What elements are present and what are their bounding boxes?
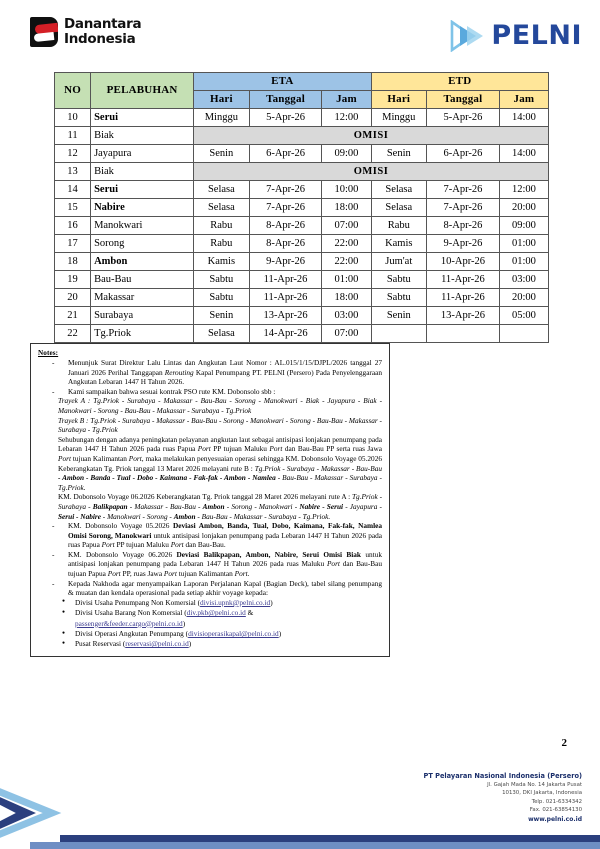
col-header-eta-jam: Jam [322, 91, 371, 109]
cell-etd-tanggal: 8-Apr-26 [427, 217, 500, 235]
cell-eta-tanggal: 9-Apr-26 [249, 253, 322, 271]
rute-a-part-11: - Bau-Bau - Makassar - Surabaya - Tg.Priok. [195, 511, 331, 521]
rute-b-part-1: Tg.Priok - Surabaya - Makassar - Bau-Bau [254, 463, 382, 473]
cell-eta-hari: Rabu [194, 235, 250, 253]
danantara-logo [30, 17, 141, 47]
table-row [55, 217, 549, 235]
footer-fax: Fax. 021-63854130 [529, 807, 582, 814]
cell-etd-jam: 05:00 [499, 307, 548, 325]
cell-etd-hari: Kamis [371, 235, 427, 253]
page-number: 2 [561, 737, 567, 749]
rute-b-part-2: - Ambon - Banda - Tual - Dobo - Kaimana - Fak-fak - Ambon - Namlea [58, 473, 276, 483]
cell-no: 11 [55, 127, 91, 145]
cell-no: 18 [55, 253, 91, 271]
cell-eta-hari: Selasa [194, 199, 250, 217]
footer-company-name: PT Pelayaran Nasional Indonesia (Persero) [423, 772, 582, 780]
voy6-lead: KM. Dobonsolo Voyage 06.2026 Keberangkatan Tg. Priok tanggal 28 Maret 2026 melayani rute A : [58, 492, 352, 502]
cell-no: 17 [55, 235, 91, 253]
rute-a-part-7: - Jayapura - [343, 501, 382, 511]
division-upnk-tail: ) [270, 597, 273, 607]
cell-no: 21 [55, 307, 91, 325]
cell-eta-tanggal: 8-Apr-26 [249, 235, 322, 253]
table-row [55, 235, 549, 253]
cell-eta-tanggal: 14-Apr-26 [249, 325, 322, 343]
cell-no: 12 [55, 145, 91, 163]
note-2-text: Kami sampaikan bahwa sesuai kontrak PSO rute KM. Dobonsolo sbb : [68, 386, 276, 396]
schedule-table-container [54, 72, 549, 343]
schedule-table [54, 72, 549, 343]
cell-no: 20 [55, 289, 91, 307]
table-row [55, 145, 549, 163]
division-operasi-email[interactable]: divisioperasikapal@pelni.co.id [188, 629, 279, 639]
division-operasi [62, 629, 382, 639]
cell-eta-tanggal: 7-Apr-26 [249, 199, 322, 217]
cell-etd-jam [499, 325, 548, 343]
note-1-text-a: Menunjuk Surat Direktur Lalu Lintas dan Angkutan Laut Nomor : AL.015/1/15/DJPL/2026 tanggal 27 Januari 2026 Perihal Tanggapan [68, 358, 382, 377]
note-4-text-d: PP, ruas Jawa [120, 569, 164, 579]
cell-eta-tanggal: 5-Apr-26 [249, 109, 322, 127]
table-row [55, 325, 549, 343]
cell-etd-jam: 14:00 [499, 109, 548, 127]
note-4-text-f: . [247, 569, 250, 579]
note-4-text-e: tujuan Kalimantan [176, 569, 235, 579]
schedule-table-body [55, 109, 549, 343]
cell-eta-tanggal: 11-Apr-26 [249, 289, 322, 307]
note-item-2 [48, 387, 382, 397]
cell-pelabuhan: Serui [91, 109, 194, 127]
note-item-1 [48, 358, 382, 387]
cell-eta-hari: Selasa [194, 325, 250, 343]
footer-address-line-2: 10130, DKI Jakarta, Indonesia [502, 790, 582, 797]
col-header-etd-jam: Jam [499, 91, 548, 109]
cell-pelabuhan: Biak [91, 163, 194, 181]
rute-a-part-6: Nabire - Serui [299, 501, 344, 511]
para-seg-2: PP tujuan Maluku [210, 444, 270, 454]
notes-list [38, 358, 382, 396]
cell-eta-jam: 12:00 [322, 109, 371, 127]
cell-etd-tanggal: 11-Apr-26 [427, 289, 500, 307]
col-header-etd-tanggal: Tanggal [427, 91, 500, 109]
cell-etd-hari: Sabtu [371, 271, 427, 289]
cell-eta-jam: 18:00 [322, 289, 371, 307]
division-pkb [62, 608, 382, 629]
note-4-bold: Deviasi Balikpapan, Ambon, Nabire, Serui Omisi Biak [176, 549, 361, 559]
cell-etd-tanggal: 9-Apr-26 [427, 235, 500, 253]
cell-eta-jam: 18:00 [322, 199, 371, 217]
cell-eta-hari: Senin [194, 307, 250, 325]
para-port-2: Port [269, 444, 283, 454]
cell-etd-jam: 12:00 [499, 181, 548, 199]
col-header-eta-tanggal: Tanggal [249, 91, 322, 109]
col-header-no: NO [55, 73, 91, 109]
cell-no: 10 [55, 109, 91, 127]
paragraph-penyesuaian [38, 435, 382, 493]
note-item-4 [48, 550, 382, 579]
paragraph-voyage-06 [38, 492, 382, 521]
cell-pelabuhan: Manokwari [91, 217, 194, 235]
danantara-flag-icon [30, 17, 58, 47]
cell-etd-tanggal: 6-Apr-26 [427, 145, 500, 163]
note-item-3 [48, 521, 382, 550]
division-pkb-label: Divisi Usaha Barang Non Komersial ( [75, 608, 187, 618]
col-header-etd-hari: Hari [371, 91, 427, 109]
cell-eta-hari: Kamis [194, 253, 250, 271]
cell-eta-hari: Minggu [194, 109, 250, 127]
cell-etd-hari: Sabtu [371, 289, 427, 307]
cell-eta-hari: Sabtu [194, 271, 250, 289]
para-port-1: Port [197, 444, 211, 454]
table-row [55, 127, 549, 145]
cell-pelabuhan: Surabaya [91, 307, 194, 325]
cell-eta-jam: 22:00 [322, 235, 371, 253]
division-upnk [62, 598, 382, 608]
cell-etd-jam: 01:00 [499, 235, 548, 253]
note-3-port-2: Port [170, 540, 184, 550]
para-seg-4: tujuan Kalimantan [70, 453, 129, 463]
note-4-port-3: Port [163, 569, 177, 579]
cell-etd-tanggal: 10-Apr-26 [427, 253, 500, 271]
para-seg-5: , maka melakukan penyesuaian operasi sehingga KM. Dobonsolo Voyage 05.2026 Keberangkatan Tg. Priok tanggal 13 Maret 2026 melayani rute B : [58, 453, 382, 473]
cell-pelabuhan: Jayapura [91, 145, 194, 163]
cell-etd-jam: 20:00 [499, 199, 548, 217]
table-row [55, 253, 549, 271]
cell-pelabuhan: Makassar [91, 289, 194, 307]
cell-etd-hari: Selasa [371, 181, 427, 199]
cell-eta-jam: 07:00 [322, 217, 371, 235]
cell-eta-jam: 03:00 [322, 307, 371, 325]
table-row [55, 109, 549, 127]
para-seg-3: dan Bau-Bau PP serta ruas Jawa [282, 444, 382, 454]
cell-eta-jam: 07:00 [322, 325, 371, 343]
rute-a-part-1: Tg.Priok - Surabaya - [58, 492, 382, 511]
note-3-bold: Deviasi Ambon, Banda, Tual, Dobo, Kaimana, Fak-fak, Namlea Omisi Sorong, Manokwari [68, 521, 382, 540]
cell-etd-hari: Jum'at [371, 253, 427, 271]
cell-eta-tanggal: 7-Apr-26 [249, 181, 322, 199]
cell-etd-hari: Minggu [371, 109, 427, 127]
cell-omisi: OMISI [194, 127, 549, 145]
division-upnk-email[interactable]: divisi.upnk@pelni.co.id [200, 597, 271, 607]
col-header-etd: ETD [371, 73, 549, 91]
table-row [55, 289, 549, 307]
cell-etd-hari [371, 325, 427, 343]
note-4-port-4: Port [234, 569, 248, 579]
cell-etd-jam: 01:00 [499, 253, 548, 271]
header-row-group [55, 73, 549, 91]
note-4-port-2: Port [107, 569, 121, 579]
cell-no: 19 [55, 271, 91, 289]
footer-website[interactable]: www.pelni.co.id [528, 815, 582, 823]
rute-b-part-3: - Bau-Bau - Makassar - Surabaya - Tg.Priok. [58, 473, 382, 492]
cell-etd-tanggal [427, 325, 500, 343]
cell-etd-hari: Rabu [371, 217, 427, 235]
division-operasi-tail: ) [278, 629, 282, 639]
cell-etd-jam: 03:00 [499, 271, 548, 289]
cell-eta-tanggal: 11-Apr-26 [249, 271, 322, 289]
division-pkb-email[interactable]: div.pkb@pelni.co.id [186, 608, 246, 618]
cell-pelabuhan: Biak [91, 127, 194, 145]
table-row [55, 199, 549, 217]
table-row [55, 181, 549, 199]
rute-a-part-5: - Sorong - Manokwari - [224, 501, 300, 511]
danantara-line-1: Danantara [64, 16, 142, 32]
rute-a-part-4: Ambon [202, 501, 225, 511]
trayek-a-line: Trayek A : Tg.Priok - Surabaya - Makassar - Bau-Bau - Sorong - Manokwari - Biak - Jayapura - Biak - Manokwari - Sorong - Bau-Bau - Makassar - Surabaya - Tg.Priok [58, 396, 382, 415]
cell-etd-jam: 09:00 [499, 217, 548, 235]
division-pkb-tail: ) [182, 618, 186, 628]
notes-title: Notes: [38, 349, 59, 357]
trayek-b-line: Trayek B : Tg.Priok - Surabaya - Makassar - Bau-Bau - Sorong - Manokwari - Sorong - Bau-Bau - Makassar - Surabaya - Tg.Priok [58, 415, 382, 435]
note-3-text-d: dan Bau-Bau. [183, 540, 226, 550]
table-row [55, 307, 549, 325]
note-3-port-1: Port [101, 540, 115, 550]
cell-eta-jam: 01:00 [322, 271, 371, 289]
note-4-text-b: untuk antisipasi lonjakan penumpang pada Lebaran 1447 H Tahun 2026 pada ruas Maluku [68, 549, 382, 569]
cell-etd-jam: 14:00 [499, 145, 548, 163]
rute-a-part-10: Ambon [173, 511, 196, 521]
note-4-port-1: Port [326, 559, 340, 569]
pusat-reservasi-label: Pusat Reservasi ( [75, 639, 126, 649]
cell-pelabuhan: Sorong [91, 235, 194, 253]
table-row [55, 271, 549, 289]
pusat-reservasi-email[interactable]: reservasi@pelni.co.id [125, 639, 189, 649]
cell-etd-hari: Senin [371, 307, 427, 325]
cell-etd-hari: Selasa [371, 199, 427, 217]
note-1-rerouting: Rerouting [164, 367, 194, 377]
cell-etd-tanggal: 7-Apr-26 [427, 199, 500, 217]
cell-eta-tanggal: 8-Apr-26 [249, 217, 322, 235]
cell-eta-tanggal: 13-Apr-26 [249, 307, 322, 325]
cell-etd-tanggal: 13-Apr-26 [427, 307, 500, 325]
cell-etd-hari: Senin [371, 145, 427, 163]
pusat-reservasi [62, 639, 382, 649]
note-4-text-c: dan Bau-Bau tujuan Papua [68, 559, 383, 579]
cell-eta-jam: 09:00 [322, 145, 371, 163]
rute-a-part-2: Balikpapan [92, 501, 128, 511]
note-3-text-b: untuk antisipasi lonjakan penumpang pada Lebaran 1447 H Tahun 2026 pada ruas Papua [68, 530, 382, 550]
pelni-chevron-icon [450, 20, 486, 52]
cell-no: 16 [55, 217, 91, 235]
cell-eta-jam: 22:00 [322, 253, 371, 271]
cell-pelabuhan: Serui [91, 181, 194, 199]
footer-chevron-icon [0, 783, 600, 849]
cell-etd-tanggal: 7-Apr-26 [427, 181, 500, 199]
cell-pelabuhan: Ambon [91, 253, 194, 271]
cell-pelabuhan: Tg.Priok [91, 325, 194, 343]
footer-telephone: Telp. 021-6334342 [531, 798, 582, 805]
schedule-table-head [55, 73, 549, 109]
note-3-text-c: PP tujuan Maluku [114, 540, 171, 550]
notes-list-2 [38, 521, 382, 598]
cell-eta-jam: 10:00 [322, 181, 371, 199]
cell-no: 15 [55, 199, 91, 217]
col-header-pelabuhan: PELABUHAN [91, 73, 194, 109]
rute-a-part-3: - Makassar - Bau-Bau - [127, 501, 203, 511]
pusat-reservasi-tail: ) [188, 639, 192, 649]
note-3-text-a: KM. Dobonsolo Voyage 05.2026 [68, 521, 173, 531]
cell-eta-hari: Rabu [194, 217, 250, 235]
cell-pelabuhan: Bau-Bau [91, 271, 194, 289]
col-header-eta: ETA [194, 73, 371, 91]
note-5-text: Kepada Nakhoda agar menyampaikan Laporan Perjalanan Kapal (Bagian Deck), tabel silang penumpang & muatan dan kendala operasional pada setiap akhir voyage kepada: [68, 578, 382, 598]
danantara-line-2: Indonesia [64, 31, 136, 47]
cell-etd-jam: 20:00 [499, 289, 548, 307]
pelni-wordmark: PELNI [491, 20, 582, 51]
notes-box [30, 343, 390, 657]
contact-divisions-list [38, 598, 382, 650]
table-row [55, 163, 549, 181]
col-header-eta-hari: Hari [194, 91, 250, 109]
rute-a-part-8: Serui - Nabire [58, 511, 101, 521]
cell-pelabuhan: Nabire [91, 199, 194, 217]
danantara-wordmark [64, 17, 141, 47]
rute-a-part-9: - Manokwari - Sorong - [100, 511, 174, 521]
division-operasi-label: Divisi Operasi Angkutan Penumpang ( [75, 629, 189, 639]
note-1-text-b: Kapal Penumpang PT. PELNI (Persero) Pada Penyelenggaraan Angkutan Lebaran 1447 H Tahun 2026. [68, 367, 382, 387]
division-pkb-email-2[interactable]: passenger&feeder.cargo@pelni.co.id [75, 618, 183, 628]
division-pkb-amp: & [245, 608, 254, 618]
cell-eta-hari: Selasa [194, 181, 250, 199]
note-item-5 [48, 579, 382, 598]
cell-no: 13 [55, 163, 91, 181]
cell-no: 22 [55, 325, 91, 343]
para-seg-1: Sehubungan dengan adanya peningkatan pelayanan angkutan laut sebagai antisipasi lonjakan penumpang pada Lebaran 1447 H Tahun 2026 pada ruas Papua [58, 434, 382, 454]
cell-etd-tanggal: 5-Apr-26 [427, 109, 500, 127]
cell-omisi: OMISI [194, 163, 549, 181]
cell-eta-hari: Senin [194, 145, 250, 163]
cell-no: 14 [55, 181, 91, 199]
cell-eta-hari: Sabtu [194, 289, 250, 307]
para-port-4: Port [128, 453, 142, 463]
division-upnk-label: Divisi Usaha Penumpang Non Komersial ( [75, 597, 201, 607]
cell-eta-tanggal: 6-Apr-26 [249, 145, 322, 163]
para-port-3: Port [58, 453, 71, 463]
page-header [0, 0, 600, 66]
note-4-text-a: KM. Dobonsolo Voyage 06.2026 [68, 549, 177, 559]
footer-decorative-graphic [0, 783, 600, 849]
footer-address-line-1: Jl. Gajah Mada No. 14 Jakarta Pusat [487, 782, 582, 788]
cell-etd-tanggal: 11-Apr-26 [427, 271, 500, 289]
pelni-logo [450, 20, 582, 52]
